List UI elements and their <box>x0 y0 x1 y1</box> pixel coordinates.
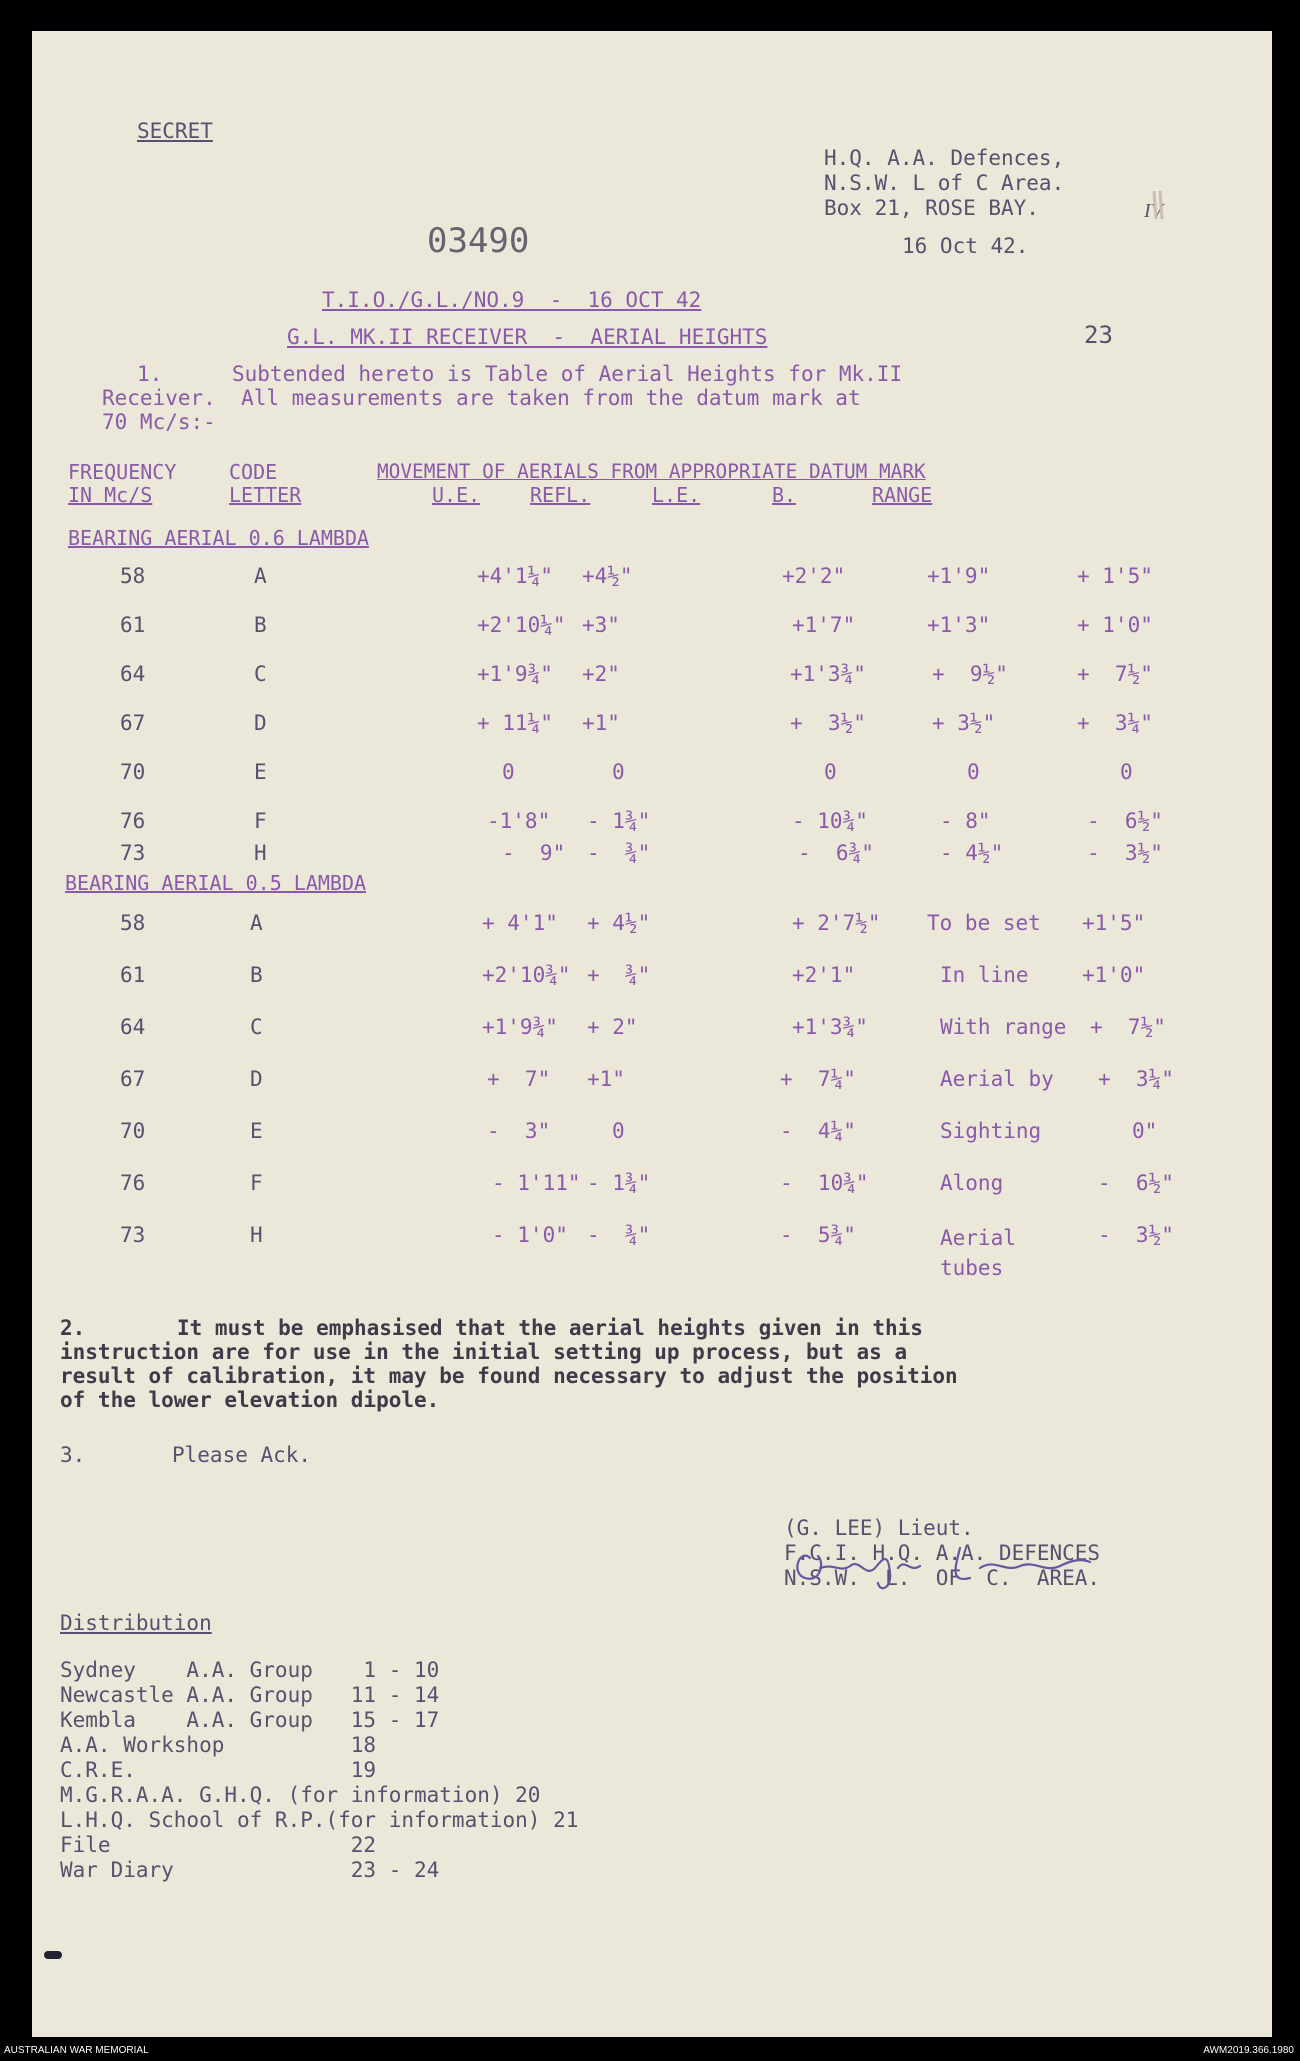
s2-r2-code: C <box>250 1015 263 1039</box>
s1-r1-range: + 1'0" <box>1077 613 1153 637</box>
s2-r6-b: Aerial tubes <box>940 1226 1016 1280</box>
s1-r3-range: + 3¼" <box>1077 711 1153 735</box>
s2-r0-le: + 2'7½" <box>792 911 881 935</box>
s1-r3-freq: 67 <box>120 711 146 735</box>
s1-r4-ue: 0 <box>502 760 515 784</box>
s2-r5-code: F <box>250 1171 263 1195</box>
signatory-title-2: N.S.W. L. OF C. AREA. <box>784 1566 1101 1590</box>
s1-r5-freq: 76 <box>120 809 146 833</box>
s1-r2-refl: +2" <box>582 662 620 686</box>
s1-r5-code: F <box>254 809 267 833</box>
para2-number: 2. <box>60 1316 86 1340</box>
s1-r1-b: +1'3" <box>927 613 991 637</box>
s1-r5-ue: -1'8" <box>487 809 551 833</box>
s1-r2-ue: +1'9¾" <box>477 662 553 686</box>
s1-r4-freq: 70 <box>120 760 146 784</box>
document-page <box>32 31 1272 2037</box>
s2-r1-refl: + ¾" <box>587 963 651 987</box>
s2-r1-code: B <box>250 963 263 987</box>
section1-title: BEARING AERIAL 0.6 LAMBDA <box>68 526 370 550</box>
signatory-title-1: F.C.I. H.Q. A.A. DEFENCES <box>784 1541 1101 1565</box>
classification-stamp: SECRET <box>137 119 213 143</box>
distribution-line: A.A. Workshop 18 <box>60 1733 377 1757</box>
para3-text: Please Ack. <box>172 1443 312 1467</box>
section2-title: BEARING AERIAL 0.5 LAMBDA <box>65 871 367 895</box>
s2-r6-le: - 5¾" <box>780 1223 856 1247</box>
s2-r2-le: +1'3¾" <box>792 1015 868 1039</box>
s2-r4-range: 0" <box>1132 1119 1158 1143</box>
s1-r3-b: + 3½" <box>932 711 996 735</box>
header-frequency-2: IN Mc/S <box>68 483 153 507</box>
address-line-2: N.S.W. L of C Area. <box>824 171 1065 195</box>
distribution-line: L.H.Q. School of R.P.(for information) 21 <box>60 1808 579 1832</box>
s1-r0-range: + 1'5" <box>1077 564 1153 588</box>
s1-r6-freq: 73 <box>120 841 146 865</box>
distribution-line: File 22 <box>60 1833 377 1857</box>
header-col-ue: U.E. <box>432 483 481 507</box>
s2-r3-ue: + 7" <box>487 1067 551 1091</box>
header-movement: MOVEMENT OF AERIALS FROM APPROPRIATE DATUM MARK <box>377 460 926 483</box>
distribution-line: C.R.E. 19 <box>60 1758 377 1782</box>
date: 16 Oct 42. <box>902 234 1029 258</box>
s2-r5-ue: - 1'11" <box>492 1171 581 1195</box>
s2-r2-range: + 7½" <box>1090 1015 1166 1039</box>
s1-r4-b: 0 <box>967 760 980 784</box>
s1-r3-code: D <box>254 711 267 735</box>
para1-line-3: 70 Mc/s:- <box>102 410 216 434</box>
s1-r1-refl: +3" <box>582 613 620 637</box>
s2-r5-freq: 76 <box>120 1171 146 1195</box>
distribution-line: M.G.R.A.A. G.H.Q. (for information) 20 <box>60 1783 541 1807</box>
s1-r0-b: +1'9" <box>927 564 991 588</box>
s2-r3-freq: 67 <box>120 1067 146 1091</box>
s2-r1-le: +2'1" <box>792 963 856 987</box>
s2-r5-range: - 6½" <box>1098 1171 1174 1195</box>
s2-r1-freq: 61 <box>120 963 146 987</box>
s1-r5-le: - 10¾" <box>792 809 868 833</box>
s1-r3-le: + 3½" <box>790 711 866 735</box>
s1-r6-le: - 6¾" <box>798 841 874 865</box>
s1-r5-refl: - 1¾" <box>587 809 651 833</box>
s1-r4-code: E <box>254 760 267 784</box>
signatory-name: (G. LEE) Lieut. <box>784 1516 974 1540</box>
s2-r2-freq: 64 <box>120 1015 146 1039</box>
s2-r3-refl: +1" <box>587 1067 625 1091</box>
s1-r3-ue: + 11¼" <box>477 711 553 735</box>
ink-blot <box>44 1951 62 1959</box>
s2-r6-ue: - 1'0" <box>492 1223 568 1247</box>
s2-r4-ue: - 3" <box>487 1119 551 1143</box>
s2-r2-ue: +1'9¾" <box>482 1015 558 1039</box>
s1-r0-freq: 58 <box>120 564 146 588</box>
distribution-line: Newcastle A.A. Group 11 - 14 <box>60 1683 440 1707</box>
para2-line-3: result of calibration, it may be found necessary to adjust the position <box>60 1364 958 1388</box>
s1-r2-freq: 64 <box>120 662 146 686</box>
s2-r6-code: H <box>250 1223 263 1247</box>
s1-r3-refl: +1" <box>582 711 620 735</box>
s1-r2-le: +1'3¾" <box>790 662 866 686</box>
s2-r3-b: Aerial by <box>940 1067 1054 1091</box>
header-col-refl: REFL. <box>530 483 591 507</box>
margin-mark: IV <box>1144 200 1163 222</box>
distribution-line: Sydney A.A. Group 1 - 10 <box>60 1658 440 1682</box>
s1-r0-refl: +4½" <box>582 564 633 588</box>
s1-r4-refl: 0 <box>612 760 625 784</box>
header-code-1: CODE <box>229 460 278 484</box>
s1-r6-ue: - 9" <box>502 841 566 865</box>
s1-r4-le: 0 <box>824 760 837 784</box>
s2-r0-range: +1'5" <box>1082 911 1146 935</box>
subject: G.L. MK.II RECEIVER - AERIAL HEIGHTS <box>287 325 768 349</box>
s2-r2-b: With range <box>940 1015 1067 1039</box>
s1-r2-b: + 9½" <box>932 662 1008 686</box>
distribution-line: War Diary 23 - 24 <box>60 1858 440 1882</box>
para2-line-1: It must be emphasised that the aerial heights given in this <box>177 1316 923 1340</box>
s2-r4-le: - 4¼" <box>780 1119 856 1143</box>
footer-accession: AWM2019.366.1980 <box>1203 2045 1294 2056</box>
s2-r6-freq: 73 <box>120 1223 146 1247</box>
s2-r4-refl: 0 <box>612 1119 625 1143</box>
s2-r2-refl: + 2" <box>587 1015 638 1039</box>
s1-r4-range: 0 <box>1120 760 1133 784</box>
header-frequency-1: FREQUENCY <box>68 460 177 484</box>
s1-r0-code: A <box>254 564 267 588</box>
reference: T.I.O./G.L./NO.9 - 16 OCT 42 <box>322 288 702 312</box>
s2-r6-refl: - ¾" <box>587 1223 651 1247</box>
s2-r0-b: To be set <box>927 911 1041 935</box>
s2-r5-b: Along <box>940 1171 1004 1195</box>
s1-r0-ue: +4'1¼" <box>477 564 553 588</box>
file-number-stamp: 03490 <box>427 221 530 261</box>
s2-r6-range: - 3½" <box>1098 1223 1174 1247</box>
s2-r1-range: +1'0" <box>1082 963 1146 987</box>
s2-r0-code: A <box>250 911 263 935</box>
para2-line-4: of the lower elevation dipole. <box>60 1388 440 1412</box>
para3-number: 3. <box>60 1443 86 1467</box>
distribution-line: Kembla A.A. Group 15 - 17 <box>60 1708 440 1732</box>
distribution-title: Distribution <box>60 1611 212 1635</box>
s2-r1-ue: +2'10¾" <box>482 963 571 987</box>
s1-r6-b: - 4½" <box>940 841 1004 865</box>
s1-r6-code: H <box>254 841 267 865</box>
address-line-1: H.Q. A.A. Defences, <box>824 146 1065 170</box>
header-col-range: RANGE <box>872 483 933 507</box>
archive-footer <box>0 2045 1300 2061</box>
pencil-mark-icon <box>1150 185 1184 225</box>
s2-r0-refl: + 4½" <box>587 911 651 935</box>
s1-r5-range: - 6½" <box>1087 809 1163 833</box>
para1-line-2: Receiver. All measurements are taken from the datum mark at <box>102 386 861 410</box>
para2-line-2: instruction are for use in the initial setting up process, but as a <box>60 1340 908 1364</box>
s1-r6-refl: - ¾" <box>587 841 651 865</box>
page-number: 23 <box>1084 321 1113 349</box>
s1-r2-code: C <box>254 662 267 686</box>
s2-r0-freq: 58 <box>120 911 146 935</box>
s1-r1-le: +1'7" <box>792 613 856 637</box>
header-code-2: LETTER <box>229 483 302 507</box>
s2-r3-code: D <box>250 1067 263 1091</box>
s2-r1-b: In line <box>940 963 1029 987</box>
s1-r6-range: - 3½" <box>1087 841 1163 865</box>
s1-r2-range: + 7½" <box>1077 662 1153 686</box>
s1-r5-b: - 8" <box>940 809 991 833</box>
s1-r1-code: B <box>254 613 267 637</box>
s2-r3-le: + 7¼" <box>780 1067 856 1091</box>
s1-r1-freq: 61 <box>120 613 146 637</box>
s2-r5-refl: - 1¾" <box>587 1171 651 1195</box>
header-col-b: B. <box>772 483 797 507</box>
footer-source: AUSTRALIAN WAR MEMORIAL <box>4 2045 149 2056</box>
address-line-3: Box 21, ROSE BAY. <box>824 196 1039 220</box>
para1-number: 1. <box>137 362 163 386</box>
header-col-le: L.E. <box>652 483 701 507</box>
para1-line-1: Subtended hereto is Table of Aerial Heights for Mk.II <box>232 362 903 386</box>
s1-r0-le: +2'2" <box>782 564 846 588</box>
s2-r0-ue: + 4'1" <box>482 911 558 935</box>
s2-r5-le: - 10¾" <box>780 1171 869 1195</box>
s2-r4-freq: 70 <box>120 1119 146 1143</box>
s1-r1-ue: +2'10¼" <box>477 613 566 637</box>
s2-r3-range: + 3¼" <box>1098 1067 1174 1091</box>
s2-r4-code: E <box>250 1119 263 1143</box>
s2-r4-b: Sighting <box>940 1119 1042 1143</box>
handwritten-signature <box>780 1528 1100 1598</box>
